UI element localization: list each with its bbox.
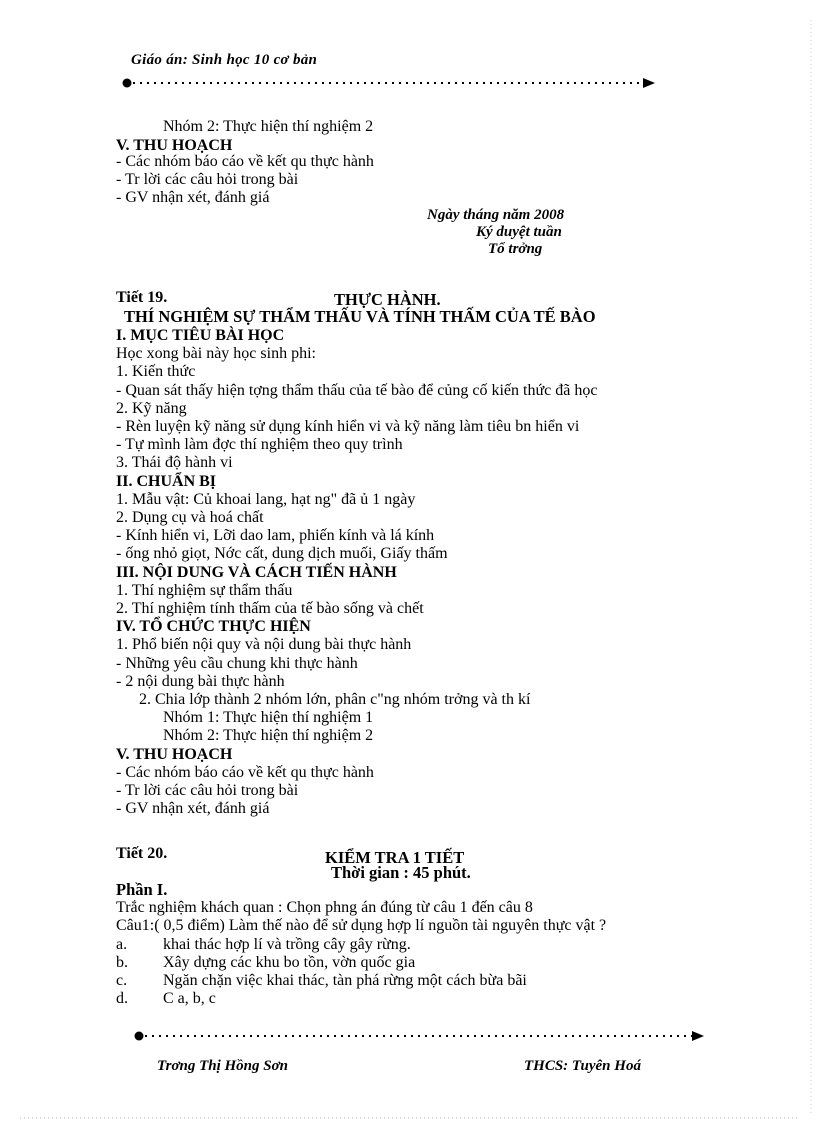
lesson19-line: Nhóm 1: Thực hiện thí nghiệm 1 [163,709,374,727]
lesson19-line: 1. Thí nghiệm sự thẩm thấu [116,581,293,599]
header-rule [123,78,656,88]
lesson19-section-heading: IV. TỔ CHỨC THỰC HIỆN [116,618,311,636]
lesson19-section-heading: II. CHUẨN BỊ [116,472,217,490]
page-header-title: Giáo án: Sinh học 10 cơ bản [131,52,318,68]
top-harvest-title: V. THU HOẠCH [116,137,233,154]
lesson19-line: 3. Thái độ hành vi [116,454,233,472]
lesson19-title: THỰC HÀNH. [334,290,441,309]
option-c-text: Ngăn chặn việc khai thác, tàn phá rừng một cách bừa bãi [163,972,527,989]
footer-school: THCS: Tuyên Hoá [524,1058,641,1074]
lesson20-title: KIỂM TRA 1 TIẾT [325,848,465,867]
top-group2-line: Nhóm 2: Thực hiện thí nghiệm 2 [163,118,374,135]
lesson19-label: Tiết 19. [116,289,168,306]
lesson19-section-heading: III. NỘI DUNG VÀ CÁCH TIẾN HÀNH [116,563,397,581]
lesson19-line: 2. Dụng cụ và hoá chất [116,509,264,526]
lesson19-line: 1. Phổ biến nội quy và nội dung bài thực hành [116,636,412,654]
lesson19-line: - Tự mình làm đợc thí nghiệm theo quy trình [116,436,403,454]
option-a-text: khai thác hợp lí và trồng cây gây rừng. [163,936,411,953]
lesson19-line: 1. Kiến thức [116,363,196,381]
option-c-key: c. [116,972,128,989]
option-b-text: Xây dựng các khu bo tồn, vờn quốc gia [163,954,416,971]
lesson19-section-heading: V. THU HOẠCH [116,745,233,763]
lesson20-label: Tiết 20. [116,845,168,862]
footer-rule [135,1031,705,1041]
option-d-text: C a, b, c [163,990,216,1007]
option-a-key: a. [116,936,128,953]
lesson19-line: Nhóm 2: Thực hiện thí nghiệm 2 [163,727,374,745]
option-b-key: b. [116,954,128,971]
lesson20-instruction: Trắc nghiệm khách quan : Chọn phng án đúng từ câu 1 đến câu 8 [116,899,533,916]
lesson20-question: Câu1:( 0,5 điểm) Làm thế nào để sử dụng hợp lí nguồn tài nguyên thực vật ? [116,917,607,934]
lesson19-line: - GV nhận xét, đánh giá [116,800,270,818]
lesson20-part: Phần I. [116,880,168,899]
signature-date: Ngày tháng năm 2008 [427,207,565,223]
top-harvest-line-2: - Tr lời các câu hỏi trong bài [116,171,299,188]
lesson19-line: - Tr lời các câu hỏi trong bài [116,782,299,799]
footer-author: Trơng Thị Hồng Sơn [157,1058,289,1074]
top-harvest-line-3: - GV nhận xét, đánh giá [116,189,270,206]
lesson19-section-heading: I. MỤC TIÊU BÀI HỌC [116,327,285,344]
option-d-key: d. [116,990,128,1007]
lesson19-line: - Rèn luyện kỹ năng sử dụng kính hiển vi và kỹ năng làm tiêu bn hiển vi [116,418,580,435]
lesson19-line: - ống nhỏ giọt, Nớc cất, dung dịch muối, Giấy thấm [116,545,448,563]
lesson19-line: 2. Chia lớp thành 2 nhóm lớn, phân c"ng nhóm trởng và th kí [139,691,531,708]
lesson19-line: - Các nhóm báo cáo về kết qu thực hành [116,763,374,781]
lesson19-subtitle: THÍ NGHIỆM SỰ THẨM THẤU VÀ TÍNH THẤM CỦA TẾ BÀO [124,307,596,326]
signature-approve: Ký duyệt tuần [476,224,562,240]
top-harvest-line-1: - Các nhóm báo cáo về kết qu thực hành [116,153,374,170]
lesson19-line: - Kính hiển vi, Lỡi dao lam, phiến kính và lá kính [116,527,435,545]
lesson20-time: Thời gian : 45 phút. [331,863,471,882]
lesson19-line: 2. Kỹ năng [116,399,187,417]
signature-role: Tổ trởng [488,241,543,257]
lesson19-line: 2. Thí nghiệm tính thấm của tế bào sống và chết [116,600,424,617]
lesson19-line: - Những yêu cầu chung khi thực hành [116,654,358,672]
lesson19-line: - 2 nội dung bài thực hành [116,672,285,690]
lesson19-line: Học xong bài này học sinh phi: [116,345,316,363]
lesson19-line: - Quan sát thấy hiện tợng thẩm thấu của tế bào để củng cố kiến thức đã học [116,381,598,399]
lesson19-line: 1. Mẫu vật: Củ khoai lang, hạt ng" đã ủ 1 ngày [116,490,416,508]
